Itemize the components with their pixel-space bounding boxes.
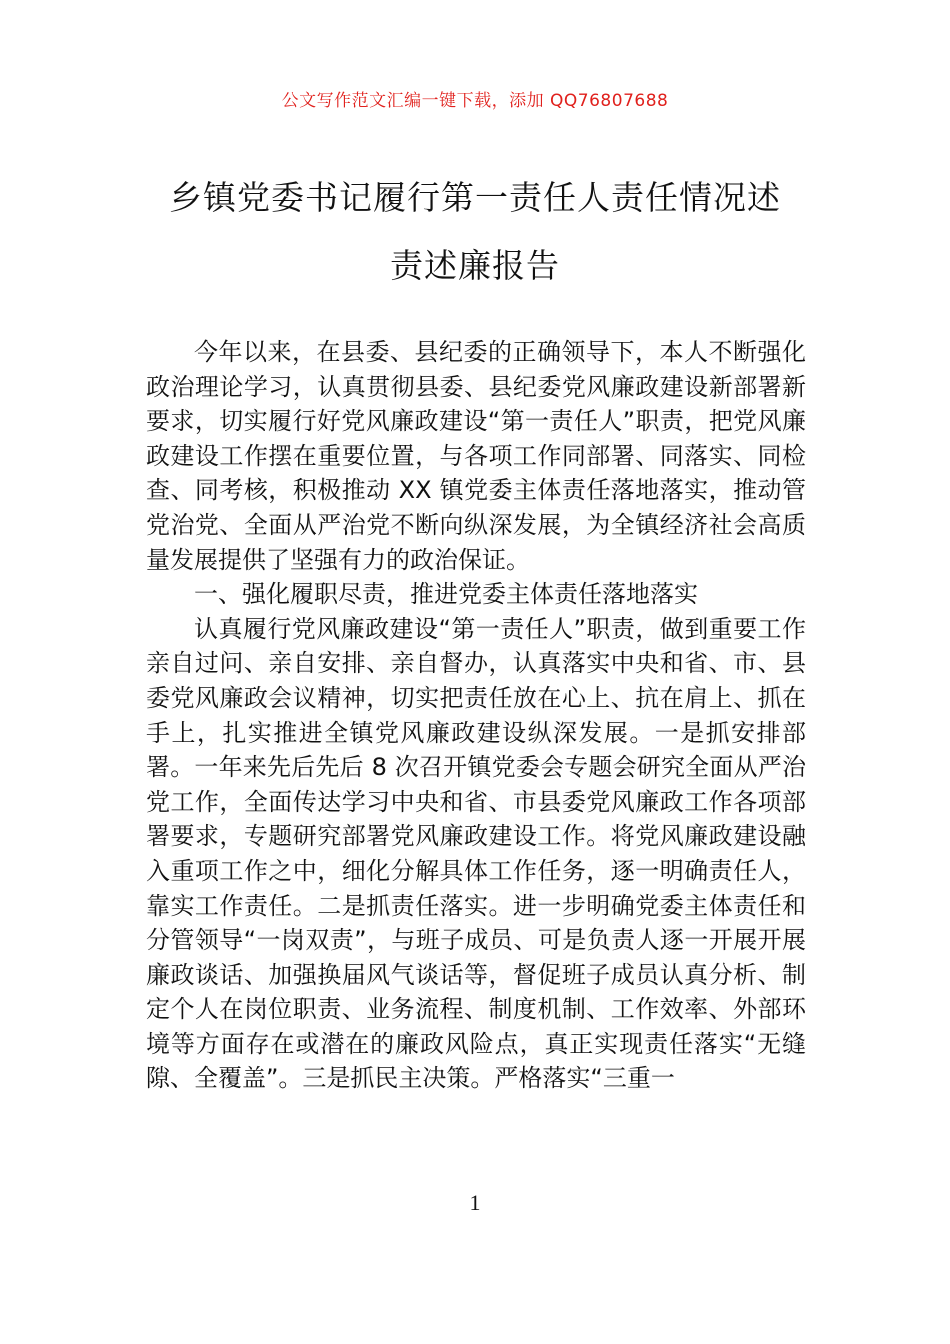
intro-paragraph: 今年以来，在县委、县纪委的正确领导下，本人不断强化政治理论学习，认真贯彻县委、县纪委党风廉政建设新部署新要求，切实履行好党风廉政建设“第一责任人”职责，把党风廉政建设工作摆在重要位置，与各项工作同部署、同落实、同检查、同考核，积极推动 XX 镇党委主体责任落地落实，推动管党治党、全面从严治党不断向纵深发展，为全镇经济社会高质量发展提供了坚强有力的政治保证。 [146,338,806,574]
section-heading-1: 一、强化履职尽责，推进党委主体责任落地落实 [194,580,698,609]
page-number: 1 [469,1190,481,1215]
section-1-paragraph: 认真履行党风廉政建设“第一责任人”职责，做到重要工作亲自过问、亲自安排、亲自督办，认真落实中央和省、市、县委党风廉政会议精神，切实把责任放在心上、抗在肩上、抓在手上，扎实推进全镇党风廉政建设纵深发展。一是抓安排部署。一年来先后先后 8 次召开镇党委会专题会研究全面从严治党工作，全面传达学习中央和省、市县委党风廉政工作各项部署要求，专题研究部署党风廉政建设工作。将党风廉政建设融入重项工作之中，细化分解具体工作任务，逐一明确责任人，靠实工作责任。二是抓责任落实。进一步明确党委主体责任和分管领导“一岗双责”，与班子成员、可是负责人逐一开展开展廉政谈话、加强换届风气谈话等，督促班子成员认真分析、制定个人在岗位职责、业务流程、制度机制、工作效率、外部环境等方面存在或潜在的廉政风险点，真正实现责任落实“无缝隙、全覆盖”。三是抓民主决策。严格落实“三重一 [146,614,806,1093]
document-title-line-2: 责述廉报告 [390,246,560,285]
download-notice: 公文写作范文汇编一键下载，添加 QQ76807688 [281,91,669,111]
document-body [146,335,806,1096]
document-title-line-1: 乡镇党委书记履行第一责任人责任情况述 [169,178,781,217]
